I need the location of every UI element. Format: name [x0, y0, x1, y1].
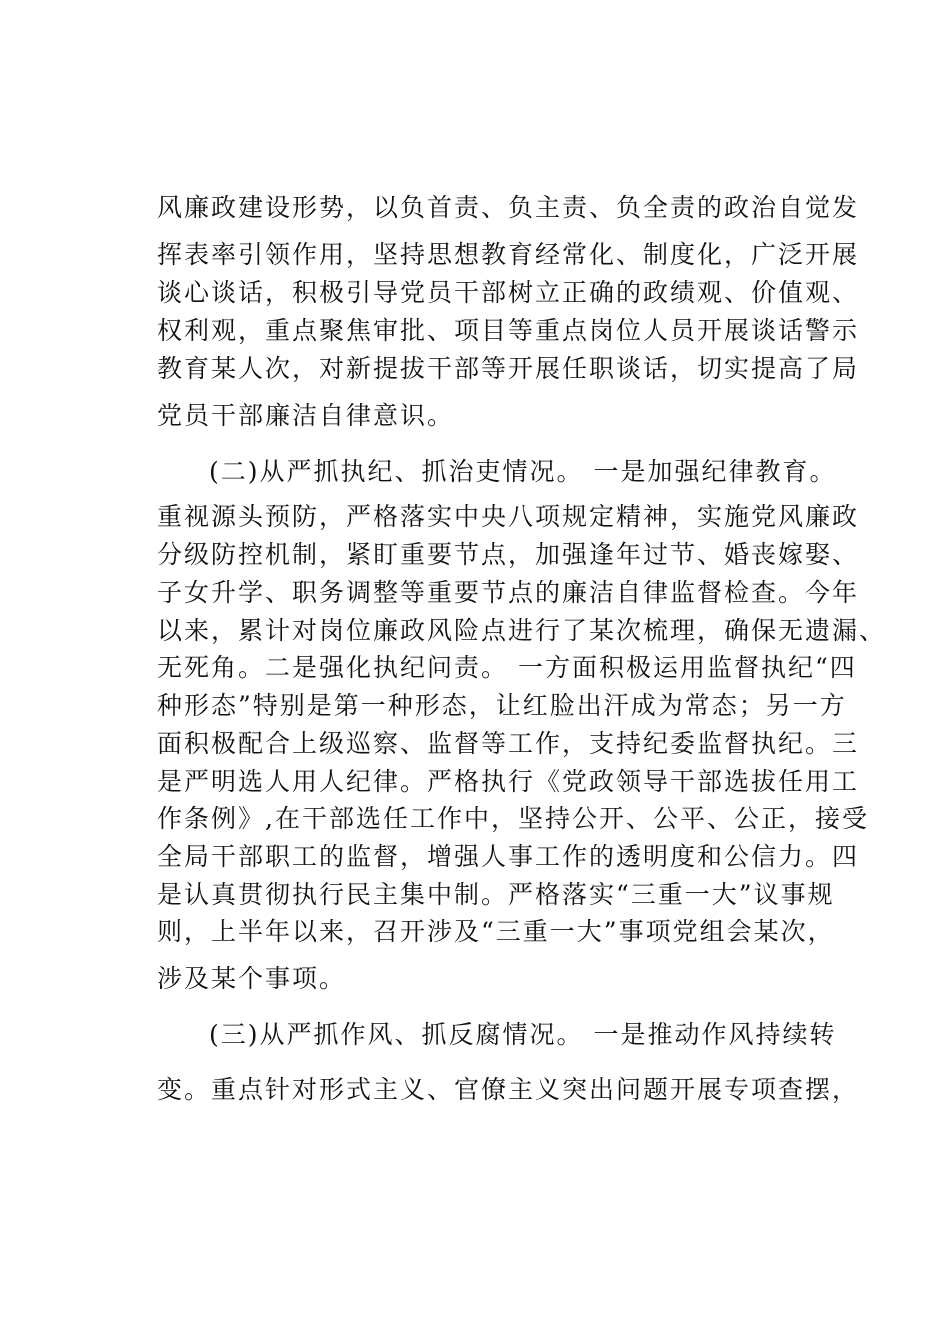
text-line: 党员干部廉洁自律意识。 [157, 401, 455, 430]
section-heading-line: (二)从严抓执纪、抓治吏情况。 一是加强纪律教育。 [209, 457, 837, 486]
text-line: 面积极配合上级巡察、监督等工作，支持纪委监督执纪。三 [157, 729, 860, 758]
body-text [157, 193, 887, 1105]
text-line: 是严明选人用人纪律。严格执行《党政领导干部选拔任用工 [157, 767, 860, 796]
text-line: 变。重点针对形式主义、官僚主义突出问题开展专项查摆， [157, 1075, 860, 1104]
text-line: 无死角。二是强化执纪问责。 一方面积极运用监督执纪“四 [157, 653, 857, 682]
text-line: 风廉政建设形势，以负首责、负主责、负全责的政治自觉发 [157, 193, 860, 222]
text-line: 全局干部职工的监督，增强人事工作的透明度和公信力。四 [157, 842, 860, 871]
text-line: 子女升学、职务调整等重要节点的廉洁自律监督检查。今年 [157, 578, 860, 607]
paragraph-1 [157, 193, 860, 431]
text-line: 涉及某个事项。 [157, 964, 347, 993]
text-line: 是认真贯彻执行民主集中制。严格落实“三重一大”议事规 [157, 880, 835, 909]
text-line: 重视源头预防，严格落实中央八项规定精神，实施党风廉政 [157, 502, 860, 531]
text-line: 分级防控机制，紧盯重要节点，加强逢年过节、婚丧嫁娶、 [157, 540, 860, 569]
text-line: 种形态”特别是第一种形态，让红脸出汗成为常态；另一方 [157, 691, 847, 720]
text-line: 挥表率引领作用，坚持思想教育经常化、制度化，广泛开展 [157, 240, 860, 269]
text-line: 则，上半年以来，召开涉及“三重一大”事项党组会某次， [157, 917, 835, 946]
text-line: 以来，累计对岗位廉政风险点进行了某次梳理，确保无遗漏、 [157, 616, 887, 645]
text-line: 权利观，重点聚焦审批、项目等重点岗位人员开展谈话警示 [157, 316, 860, 345]
paragraph-3 [157, 1020, 860, 1105]
text-line: 教育某人次，对新提拔干部等开展任职谈话，切实提高了局 [157, 354, 860, 383]
section-heading-line: (三)从严抓作风、抓反腐情况。 一是推动作风持续转 [209, 1020, 837, 1049]
text-line: 谈心谈话，积极引导党员干部树立正确的政绩观、价值观、 [157, 278, 860, 307]
text-line: 作条例》,在干部选任工作中，坚持公开、公平、公正，接受 [157, 804, 869, 833]
paragraph-2 [157, 457, 887, 994]
